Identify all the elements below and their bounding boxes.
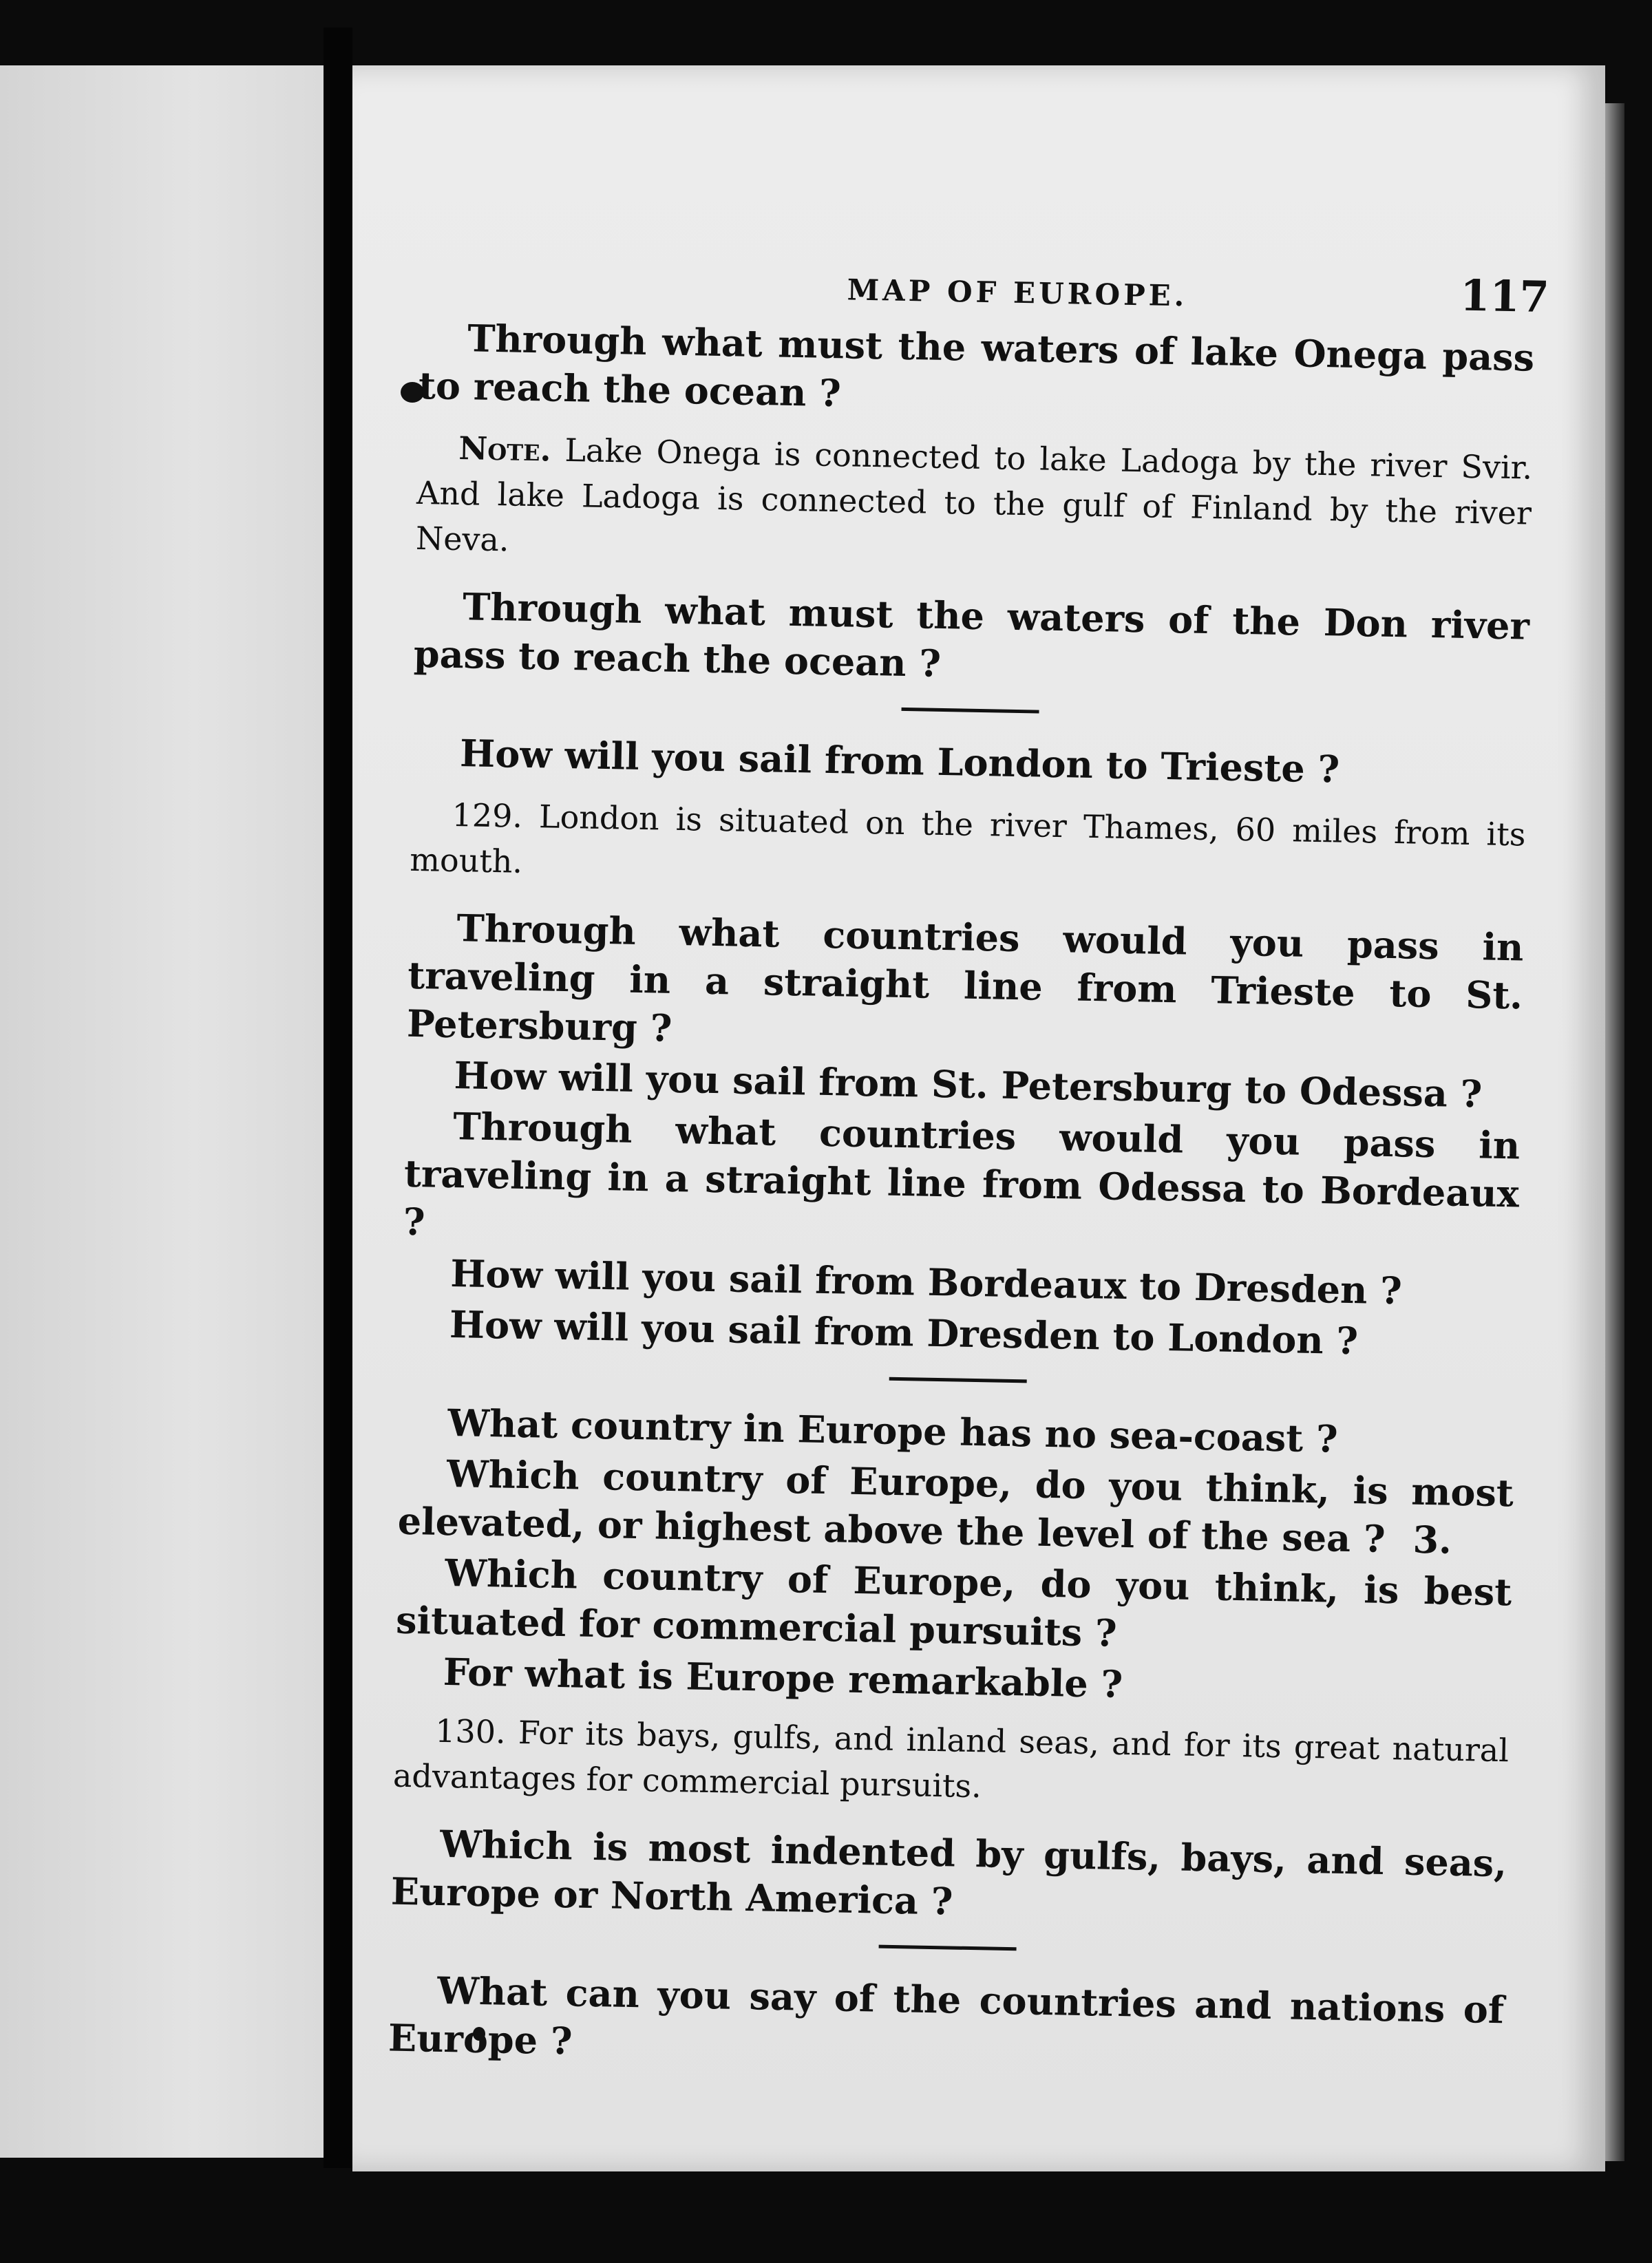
margin-marker: 3. xyxy=(1412,1517,1452,1562)
question-commercial: Which country of Europe, do you think, is best situated for commercial pursuits ? xyxy=(395,1550,1512,1655)
note-text: Lake Onega is connected to lake Ladoga by the river Svir. And lake Ladoga is connected to the gulf of Finland by the river Neva. xyxy=(415,431,1533,559)
question-no-sea-coast: What country in Europe has no sea-coast ? xyxy=(447,1400,1339,1461)
facing-page xyxy=(0,65,324,2158)
page-edge-shadow xyxy=(1605,103,1624,2161)
question-bordeaux-dresden: How will you sail from Bordeaux to Dresden ? xyxy=(449,1251,1403,1313)
question-don-river: Through what must the waters of the Don river pass to reach the ocean ? xyxy=(413,584,1530,686)
question-remarkable: For what is Europe remarkable ? xyxy=(443,1649,1123,1707)
note-paragraph xyxy=(415,425,1532,582)
answer-130: 130. For its bays, gulfs, and inland seas, and for its great natural advantages for commercial pursuits. xyxy=(392,1712,1510,1805)
question-trieste-petersburg: Through what countries would you pass in traveling in a straight line from Trieste to St. Petersburg ? xyxy=(406,906,1524,1050)
question-odessa-bordeaux: Through what countries would you pass in traveling in a straight line from Odessa to Bordeaux ? xyxy=(403,1104,1521,1244)
question-countries-nations: What can you say of the countries and nations of Europe ? xyxy=(388,1968,1505,2063)
note-label: Note. xyxy=(458,429,552,469)
question-most-indented: Which is most indented by gulfs, bays, and seas, Europe or North America ? xyxy=(390,1821,1507,1924)
section-rule xyxy=(879,1945,1017,1951)
question-london-trieste: How will you sail from London to Trieste ? xyxy=(459,731,1340,791)
question-most-elevated-text: Which country of Europe, do you think, is most elevated, or highest above the level of the sea ? xyxy=(397,1451,1514,1561)
book-page xyxy=(352,65,1605,2171)
question-most-elevated xyxy=(397,1449,1514,1566)
question-petersburg-odessa: How will you sail from St. Petersburg to Odessa ? xyxy=(454,1053,1483,1116)
section-rule xyxy=(902,708,1039,714)
page-number: 117 xyxy=(1459,270,1550,323)
book-gutter xyxy=(324,28,352,2168)
running-head: MAP OF EUROPE. xyxy=(847,273,1188,313)
answer-129: 129. London is situated on the river Thames, 60 miles from its mouth. xyxy=(409,796,1526,880)
question-dresden-london: How will you sail from Dresden to London ? xyxy=(449,1302,1359,1363)
question-lake-onega: Through what must the waters of lake Onega pass to reach the ocean ? xyxy=(418,316,1535,416)
page-text xyxy=(388,237,1550,2097)
section-rule xyxy=(889,1377,1027,1383)
